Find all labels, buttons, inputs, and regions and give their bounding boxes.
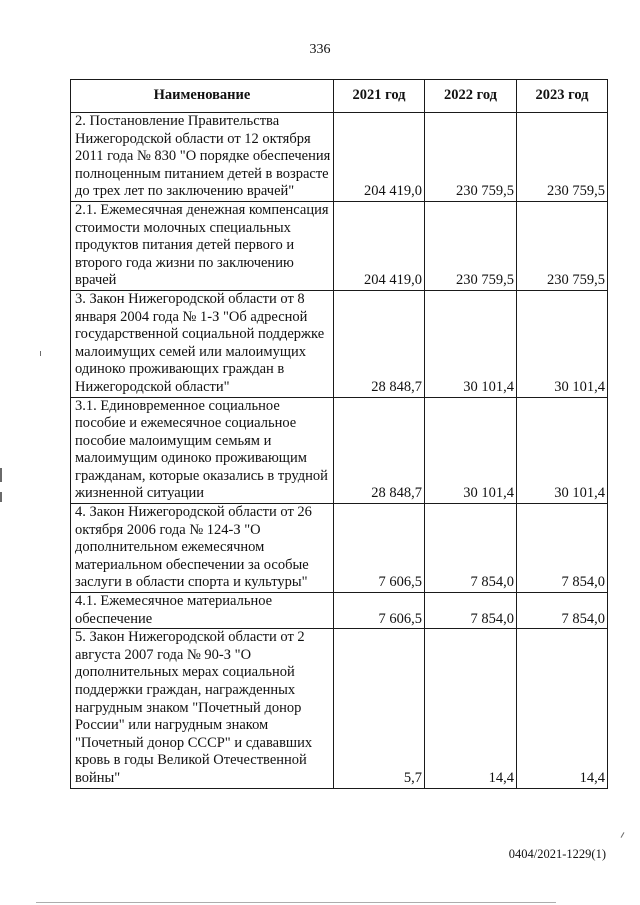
document-code: 0404/2021-1229(1) bbox=[508, 847, 606, 861]
scan-artifact bbox=[40, 351, 41, 356]
row-value-2021: 204 419,0 bbox=[334, 201, 425, 290]
row-name: 4.1. Ежемесячное материальное обеспечение bbox=[71, 593, 334, 629]
row-value-2022: 30 101,4 bbox=[425, 290, 517, 397]
header-2021: 2021 год bbox=[334, 80, 425, 113]
table-row bbox=[71, 629, 608, 788]
table-header-row bbox=[71, 80, 608, 113]
table-row bbox=[71, 290, 608, 397]
row-value-2023: 30 101,4 bbox=[517, 397, 608, 504]
table-row bbox=[71, 397, 608, 504]
row-name: 2.1. Ежемесячная денежная компенсация стоимости молочных специальных продуктов питания детей первого и второго года жизни по заключению врачей bbox=[71, 201, 334, 290]
row-value-2022: 14,4 bbox=[425, 629, 517, 788]
page-number: 336 bbox=[309, 42, 331, 57]
scan-artifact bbox=[0, 468, 2, 482]
row-value-2021: 28 848,7 bbox=[334, 290, 425, 397]
table-row bbox=[71, 113, 608, 202]
scan-artifact bbox=[0, 492, 2, 502]
row-value-2023: 230 759,5 bbox=[517, 201, 608, 290]
row-value-2021: 204 419,0 bbox=[334, 113, 425, 202]
table-row bbox=[71, 593, 608, 629]
row-name: 3. Закон Нижегородской области от 8 января 2004 года № 1-З "Об адресной государственной социальной поддержке малоимущих семей или малоимущих одиноко проживающих граждан в Нижегородской области" bbox=[71, 290, 334, 397]
budget-table bbox=[70, 79, 608, 789]
row-value-2023: 14,4 bbox=[517, 629, 608, 788]
row-value-2021: 7 606,5 bbox=[334, 593, 425, 629]
header-name: Наименование bbox=[71, 80, 334, 113]
row-name: 3.1. Единовременное социальное пособие и ежемесячное социальное пособие малоимущим семьям и малоимущим одиноко проживающим гражданам, которые оказались в трудной жизненной ситуации bbox=[71, 397, 334, 504]
row-name: 2. Постановление Правительства Нижегородской области от 12 октября 2011 года № 830 "О порядке обеспечения полноценным питанием детей в возрасте до трех лет по заключению врачей" bbox=[71, 113, 334, 202]
table-row bbox=[71, 201, 608, 290]
row-value-2023: 230 759,5 bbox=[517, 113, 608, 202]
row-value-2021: 28 848,7 bbox=[334, 397, 425, 504]
row-value-2022: 30 101,4 bbox=[425, 397, 517, 504]
row-value-2021: 5,7 bbox=[334, 629, 425, 788]
row-value-2023: 30 101,4 bbox=[517, 290, 608, 397]
header-2023: 2023 год bbox=[517, 80, 608, 113]
header-2022: 2022 год bbox=[425, 80, 517, 113]
row-value-2022: 7 854,0 bbox=[425, 504, 517, 593]
row-name: 5. Закон Нижегородской области от 2 августа 2007 года № 90-З "О дополнительных мерах социальной поддержки граждан, награжденных нагрудным знаком "Почетный донор России" или нагрудным знаком "Почетный донор СССР" и сдававших кровь в годы Великой Отечественной войны" bbox=[71, 629, 334, 788]
table-row bbox=[71, 504, 608, 593]
row-value-2021: 7 606,5 bbox=[334, 504, 425, 593]
row-value-2022: 230 759,5 bbox=[425, 113, 517, 202]
row-name: 4. Закон Нижегородской области от 26 октября 2006 года № 124-З "О дополнительном ежемесячном материальном обеспечении за особые заслуги в области спорта и культуры" bbox=[71, 504, 334, 593]
scan-artifact bbox=[36, 902, 556, 903]
row-value-2023: 7 854,0 bbox=[517, 504, 608, 593]
row-value-2022: 7 854,0 bbox=[425, 593, 517, 629]
row-value-2022: 230 759,5 bbox=[425, 201, 517, 290]
row-value-2023: 7 854,0 bbox=[517, 593, 608, 629]
scan-artifact bbox=[621, 832, 625, 838]
